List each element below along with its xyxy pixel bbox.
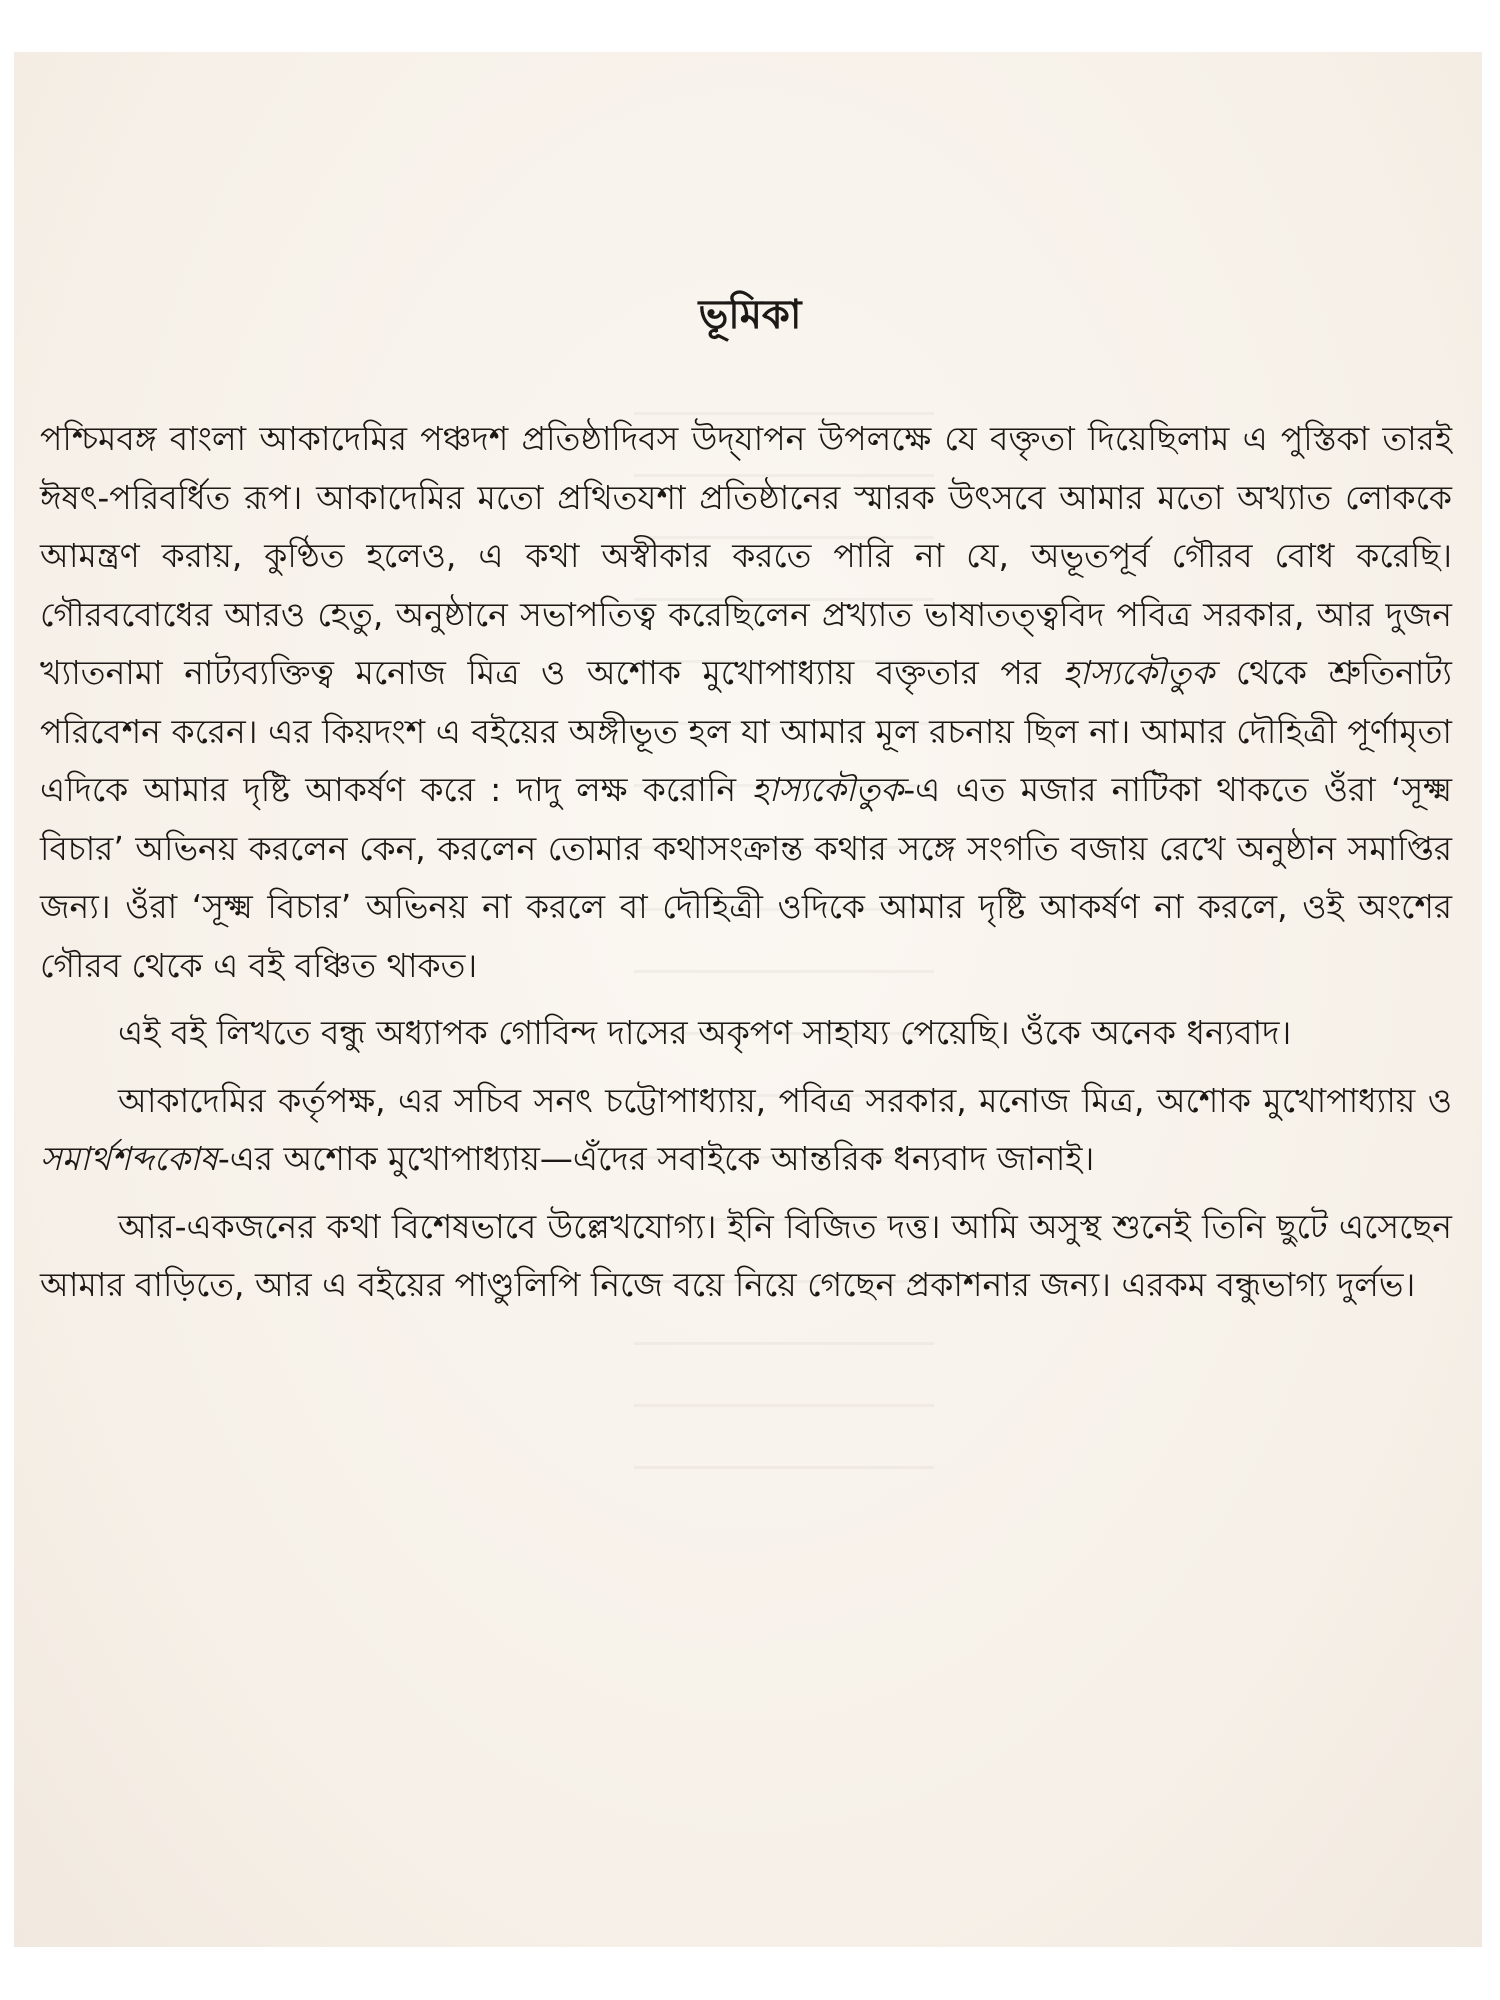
paragraph-3 bbox=[40, 1072, 1452, 1189]
paragraph-4-segment: আর-একজনের কথা বিশেষভাবে উল্লেখযোগ্য। ইনি বিজিত দত্ত। আমি অসুস্থ শুনেই তিনি ছুটে এসেছেন আমার বাড়িতে, আর এ বইয়ের পাণ্ডুলিপি নিজে বয়ে নিয়ে গেছেন প্রকাশনার জন্য। এরকম বন্ধুভাগ্য দুর্লভ। bbox=[40, 1206, 1452, 1304]
paragraph-4 bbox=[40, 1198, 1452, 1315]
paragraph-2-segment: এই বই লিখতে বন্ধু অধ্যাপক গোবিন্দ দাসের অকৃপণ সাহায্য পেয়েছি। ওঁকে অনেক ধন্যবাদ। bbox=[118, 1013, 1292, 1052]
book-title-samarthashabdakosh: সমার্থশব্দকোষ bbox=[40, 1139, 218, 1178]
paragraph-3-segment: -এর অশোক মুখোপাধ্যায়—এঁদের সবাইকে আন্তরিক ধন্যবাদ জানাই। bbox=[217, 1139, 1095, 1178]
paragraph-1-segment: থেকে শ্রুতিনাট্য পরিবেশন করেন। এর কিয়দংশ এ বইয়ের অঙ্গীভূত হল যা আমার মূল রচনায় ছিল না। আমার দৌহিত্রী পূর্ণামৃতা এদিকে আমার দৃষ্টি আকর্ষণ করে : দাদু লক্ষ করোনি bbox=[40, 653, 1452, 809]
paragraph-2 bbox=[40, 1004, 1452, 1063]
book-title-hasyakoutuk: হাস্যকৌতুক bbox=[751, 770, 904, 809]
paragraph-3-segment: আকাদেমির কর্তৃপক্ষ, এর সচিব সনৎ চট্টোপাধ্যায়, পবিত্র সরকার, মনোজ মিত্র, অশোক মুখোপাধ্যায় ও bbox=[118, 1080, 1452, 1120]
paragraph-1-segment: -এ এত মজার নাটিকা থাকতে ওঁরা ‘সূক্ষ্ম বিচার’ অভিনয় করলেন কেন, করলেন তোমার কথাসংক্রান্ত কথার সঙ্গে সংগতি বজায় রেখে অনুষ্ঠান সমাপ্তির জন্য। ওঁরা ‘সূক্ষ্ম বিচার’ অভিনয় না করলে বা দৌহিত্রী ওদিকে আমার দৃষ্টি আকর্ষণ না করলে, ওই অংশের গৌরব থেকে এ বই বঞ্চিত থাকত। bbox=[40, 770, 1452, 985]
page-title: ভূমিকা bbox=[698, 292, 802, 338]
preface-body bbox=[40, 410, 1452, 1315]
paragraph-1-segment: পশ্চিমবঙ্গ বাংলা আকাদেমির পঞ্চদশ প্রতিষ্ঠাদিবস উদ্‌যাপন উপলক্ষে যে বক্তৃতা দিয়েছিলাম এ পুস্তিকা তারই ঈষৎ-পরিবর্ধিত রূপ। আকাদেমির মতো প্রথিতযশা প্রতিষ্ঠানের স্মারক উৎসবে আমার মতো অখ্যাত লোককে আমন্ত্রণ করায়, কুণ্ঠিত হলেও, এ কথা অস্বীকার করতে পারি না যে, অভূতপূর্ব গৌরব বোধ করেছি। গৌরববোধের আরও হেতু, অনুষ্ঠানে সভাপতিত্ব করেছিলেন প্রখ্যাত ভাষাতত্ত্ববিদ পবিত্র সরকার, আর দুজন খ্যাতনামা নাট্যব্যক্তিত্ব মনোজ মিত্র ও অশোক মুখোপাধ্যায় বক্তৃতার পর bbox=[40, 419, 1452, 692]
book-title-hasyakoutuk: হাস্যকৌতুক bbox=[1062, 653, 1215, 692]
paragraph-1 bbox=[40, 410, 1452, 995]
